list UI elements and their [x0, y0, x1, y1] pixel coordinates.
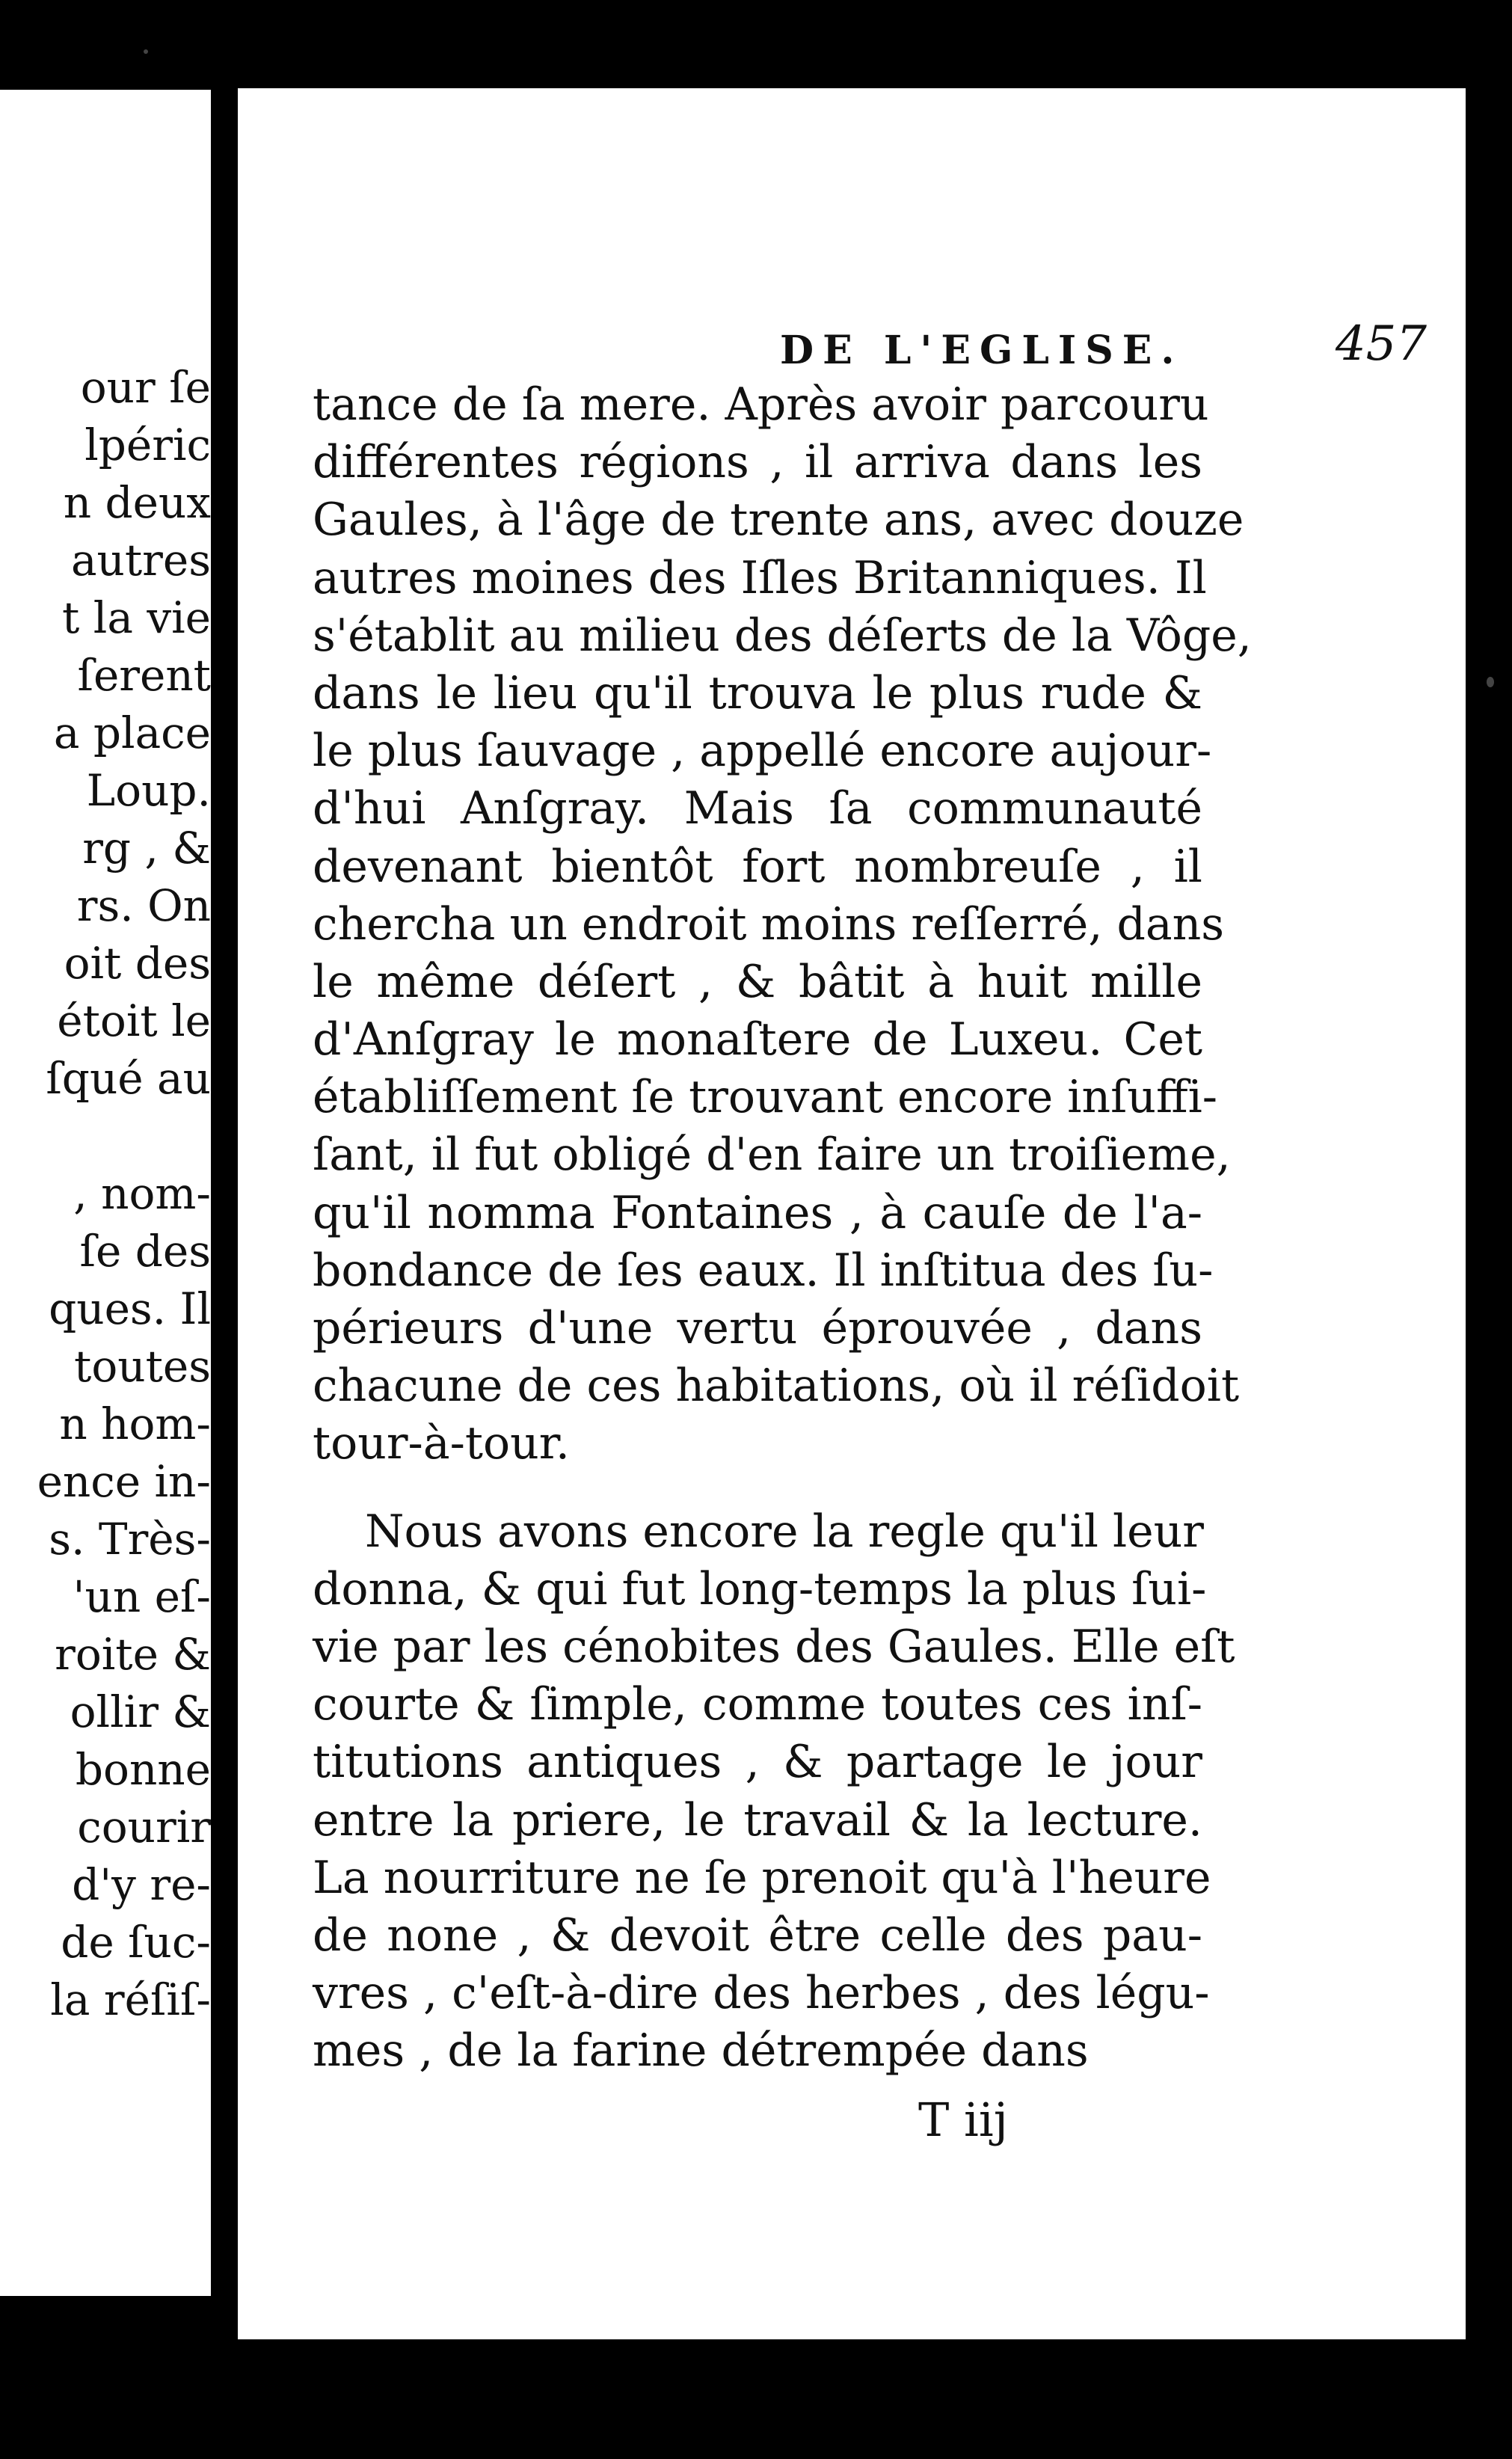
left-page-line: courir — [77, 1802, 211, 1852]
page-number: 457 — [1335, 316, 1427, 372]
text-line: vres , c'eſt-à-dire des herbes , des légu- — [313, 1967, 1210, 2020]
signature-mark: T iij — [918, 2093, 1008, 2147]
text-line: autres moines des Iſles Britanniques. Il — [313, 551, 1207, 604]
scan-speck — [144, 49, 148, 54]
text-line: différentes régions , il arriva dans les — [313, 436, 1202, 489]
text-line: courte & ſimple, comme toutes ces inſ- — [313, 1678, 1202, 1731]
text-line: s'établit au milieu des déſerts de la Vôge, — [313, 609, 1252, 662]
left-page-line: , nom- — [73, 1168, 211, 1219]
text-line: devenant bientôt fort nombreuſe , il — [313, 840, 1202, 893]
left-page-line: d'y re- — [72, 1859, 211, 1910]
left-page-line: bonne — [75, 1744, 211, 1795]
text-line: qu'il nomma Fontaines , à cauſe de l'a- — [313, 1186, 1202, 1239]
text-line: mes , de la farine détrempée dans — [313, 2024, 1089, 2078]
left-page-line: de ſuc- — [61, 1917, 211, 1968]
text-line: d'hui Anſgray. Mais ſa communauté — [313, 782, 1202, 835]
paragraph-2 — [313, 1503, 1235, 2081]
text-line: tance de ſa mere. Après avoir parcouru — [313, 378, 1209, 431]
left-page-line: n hom- — [59, 1399, 211, 1449]
left-page-line: ollir & — [70, 1686, 211, 1737]
left-page-line: ſerent — [77, 650, 211, 701]
left-page-line: ques. Il — [49, 1283, 211, 1334]
left-page-line: autres — [70, 535, 211, 586]
running-head: DE L'EGLISE. — [780, 328, 1184, 373]
left-page-line: ence in- — [37, 1456, 211, 1507]
left-page-line: étoit le — [57, 995, 211, 1046]
text-line: Nous avons encore la regle qu'il leur — [365, 1505, 1204, 1558]
text-line: vie par les cénobites des Gaules. Elle eſt — [313, 1620, 1235, 1673]
paragraph-1 — [313, 376, 1252, 1473]
scan-speck — [1487, 677, 1494, 687]
text-line: établiſſement ſe trouvant encore inſuffi- — [313, 1071, 1218, 1124]
left-page-line: rg , & — [82, 823, 211, 874]
left-page-line: a place — [53, 707, 211, 758]
text-line: le plus ſauvage , appellé encore aujour- — [313, 725, 1212, 778]
text-line: entre la priere, le travail & la lecture. — [313, 1793, 1202, 1846]
text-line: donna, & qui fut long-temps la plus ſui- — [313, 1562, 1207, 1615]
body-text — [313, 376, 1252, 2080]
text-line: dans le lieu qu'il trouva le plus rude & — [313, 666, 1202, 719]
left-page-line: oit des — [64, 938, 211, 989]
left-page-line: 'un eſ- — [73, 1571, 211, 1622]
text-line: bondance de ſes eaux. Il inſtitua des ſu- — [313, 1244, 1214, 1297]
left-page-line: t la vie — [62, 592, 211, 643]
left-page-line: Loup. — [86, 765, 211, 816]
text-line: tour-à-tour. — [313, 1417, 570, 1470]
text-line: La nourriture ne ſe prenoit qu'à l'heure — [313, 1851, 1211, 1904]
left-page-line: rs. On — [76, 880, 211, 931]
paragraph-gap — [313, 1473, 1202, 1503]
left-page — [0, 90, 211, 2296]
text-line: périeurs d'une vertu éprouvée , dans — [313, 1302, 1202, 1354]
left-page-line: n deux — [63, 477, 211, 528]
text-line: chercha un endroit moins reſſerré, dans — [313, 897, 1225, 951]
left-page-line: toutes — [74, 1341, 211, 1392]
text-line: le même déſert , & bâtit à huit mille — [313, 955, 1202, 1008]
text-line: d'Anſgray le monaſtere de Luxeu. Cet — [313, 1013, 1202, 1066]
left-page-line: roite & — [55, 1629, 211, 1680]
text-line: chacune de ces habitations, où il réſidoit — [313, 1360, 1240, 1413]
text-line: titutions antiques , & partage le jour — [313, 1736, 1202, 1789]
text-line: ſant, il fut obligé d'en faire un troiſieme, — [313, 1129, 1231, 1182]
left-page-text — [0, 359, 211, 2029]
left-page-line: our ſe — [80, 362, 211, 413]
page-header — [537, 316, 1427, 384]
left-page-line: ſe des — [79, 1226, 211, 1277]
text-line: de none , & devoit être celle des pau- — [313, 1909, 1202, 1962]
left-page-line: s. Très- — [49, 1514, 211, 1565]
left-page-line: ſqué au — [46, 1053, 211, 1104]
left-page-line — [0, 1108, 211, 1165]
left-page-line: lpéric — [84, 420, 211, 470]
text-line: Gaules, à l'âge de trente ans, avec douze — [313, 494, 1244, 547]
right-page — [238, 88, 1466, 2339]
left-page-line: la réſiſ- — [50, 1974, 211, 2025]
